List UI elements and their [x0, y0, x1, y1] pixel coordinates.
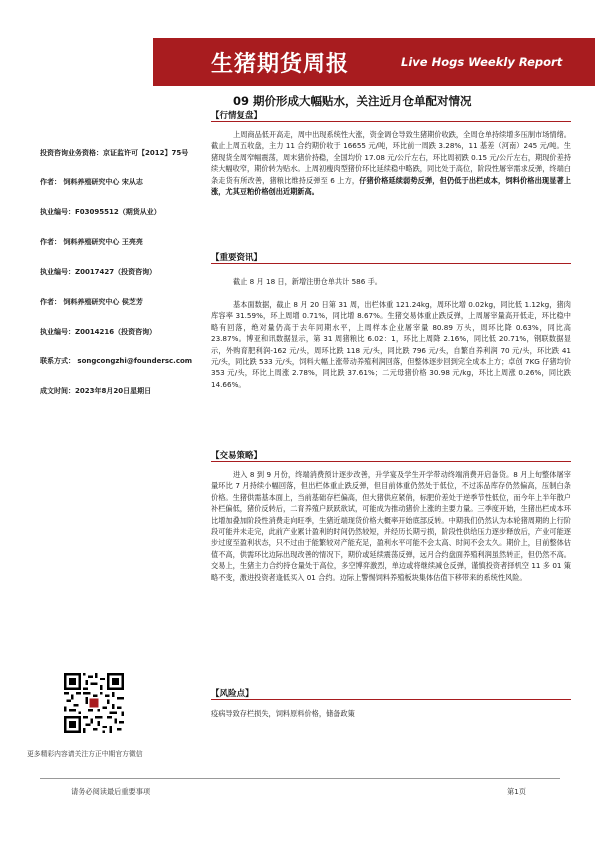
section-divider: [211, 263, 571, 264]
section-review-header: [211, 109, 571, 122]
footer-disclaimer: 请务必阅读最后重要事项: [71, 787, 151, 796]
author-2: 作者： 饲料养殖研究中心 王亮亮: [40, 238, 143, 246]
section-strategy-header: [211, 449, 571, 462]
news-warrant-text: 截止 8 月 18 日，新增注册仓单共计 586 手。: [233, 277, 382, 286]
report-date: 成文时间：2023年8月20日星期日: [40, 387, 152, 395]
wechat-qr-code: [64, 673, 124, 733]
section-news-label: 【重要资讯】: [211, 253, 263, 263]
contact-email: 联系方式： songcongzhi@foundersc.com: [40, 357, 193, 365]
cert-code-2: 执业编号：Z0017427（投资咨询）: [40, 268, 157, 276]
section-divider: [211, 699, 571, 700]
section-review-text: [211, 129, 571, 197]
qr-caption: 更多精彩内容请关注方正中期官方微信: [27, 750, 143, 758]
review-highlight: 仔猪价格延续弱势反弹，但仍低于出栏成本，饲料价格出现显著上涨，尤其豆粕价格创出近期新高。: [211, 175, 571, 197]
cert-code-1: 执业编号：F03095512（期货从业）: [40, 208, 161, 216]
report-subtitle: 09 期价形成大幅贴水，关注近月仓单配对情况: [233, 94, 472, 108]
strategy-text: 进入 8 到 9 月份，终端消费预计逐步改善，升学宴及学生开学带动终端消费开启备货。8 月上旬整体屠宰量环比 7 月持续小幅回落，但出栏体重止跌反弹，但目前体重仍然处于低位，不过冻品库存仍然偏高，压制白条价格。生猪供需基本面上，当前基础存栏偏高，但大猪供应紧俏，标肥价差处于逆季节性低位，而今年上半年散户补栏偏低，猪价反转后，二育养殖户跃跃欲试，可能成为推动猪价上涨的主要力量。三季度开始，生猪出栏成本环比增加叠加阶段性消费走向旺季，生猪近端现货价格大概率开始底部反转。中期我们仍然认为本轮猪周期的上行阶段可能并未走完，此前产业累计盈利的时间仍然较短，并经历长期亏损，阶段性供给压力逐步释放后，产业可能逐步过度至盈利状态，只不过由于能繁较对产能充足，盈利水平可能不会太高、时间不会太久。期价上，目前整体估值不高，供需环比边际出现改善的情况下，期价或延续震荡反弹，远月合约盘面养殖利润虽然转正，但仍然不高。交易上，生猪主力合约持仓量处于高位，多空博弈激烈，单边或将继续减仓反弹，谨慎投资者择机空 11 多 01 策略不变，激进投资者逢低买入 01 合约。边际上警惕饲料养殖板块集体估值下移带来的系统性风险。: [211, 470, 571, 582]
review-paragraph: 上周商品低开高走，周中出现系统性大涨，资金调仓导致生猪期价收跌，全周仓单持续增多压制市场情绪。截止上周五收盘，主力 11 合约期价收于 16655 元/吨，环比前一周跌 3.28%，11 基差（河南）245 元/吨。生猪现货全周窄幅震荡，周末猪价持稳，全国均价 17.08 元/公斤左右，环比周初跌 0.15 元/公斤左右，期现价差持续大幅收窄，期价转为贴水。上周初瘦肉型猪价环比延续稳中略跌，同比处于高位，阶段性屠宰需求反弹，终端白条走货有所改善，猪粮比维持反弹至 6 上方，: [211, 130, 571, 185]
footer-divider: [40, 778, 560, 779]
risk-text: 疫病导致存栏损失，饲料原料价格，储备政策: [211, 709, 355, 718]
section-divider: [211, 461, 571, 462]
section-risk-header: [211, 687, 571, 700]
section-risk-label: 【风险点】: [211, 689, 254, 699]
license-info: 投资咨询业务资格：京证监许可【2012】75号: [40, 149, 189, 157]
news-fundamental-text: 基本面数据，截止 8 月 20 日第 31 周，出栏体重 121.24kg，周环比增 0.02kg，同比低 1.12kg，猪肉库容率 31.59%，环上周增 0.71%，同比增 8.67%。生猪交易体重止跌反弹，上周屠宰量高开低走，环比稳中略有回落，绝对量仍高于去年同期水平，上周样本企业屠宰量 80.89 万头，周环比降 0.63%，同比高 23.87%。博亚和讯数据显示，第 31 周猪粮比 6.02：1，环比上周降 2.16%，同比低 20.71%，钢联数据显示，外购育肥利润-162 元/头，周环比跌 118 元/头，同比跌 796 元/头，自繁自养利润 70 元/头，环比跌 41 元/头，同比跌 533 元/头，饲料大幅上涨带动养殖利润回落，但整体逐步回到完全成本上方；卓创 7KG 仔猪均价 353 元/头，环比上周涨 2.78%，同比跌 37.61%；二元母猪价格 30.98 元/kg，环比上周涨 0.26%，同比跌 14.66%。: [211, 300, 571, 389]
page-number: 第1页: [507, 787, 526, 796]
section-strategy-label: 【交易策略】: [211, 451, 263, 461]
author-3: 作者： 饲料养殖研究中心 侯芝芳: [40, 298, 143, 306]
section-divider: [211, 121, 571, 122]
author-1: 作者： 饲料养殖研究中心 宋从志: [40, 178, 143, 186]
section-news-header: [211, 251, 571, 264]
report-banner: [153, 38, 595, 86]
report-title-en: Live Hogs Weekly Report: [401, 55, 563, 69]
section-review-label: 【行情复盘】: [211, 111, 263, 121]
cert-code-3: 执业编号：Z0014216（投资咨询）: [40, 328, 157, 336]
report-title-cn: 生猪期货周报: [211, 52, 350, 77]
